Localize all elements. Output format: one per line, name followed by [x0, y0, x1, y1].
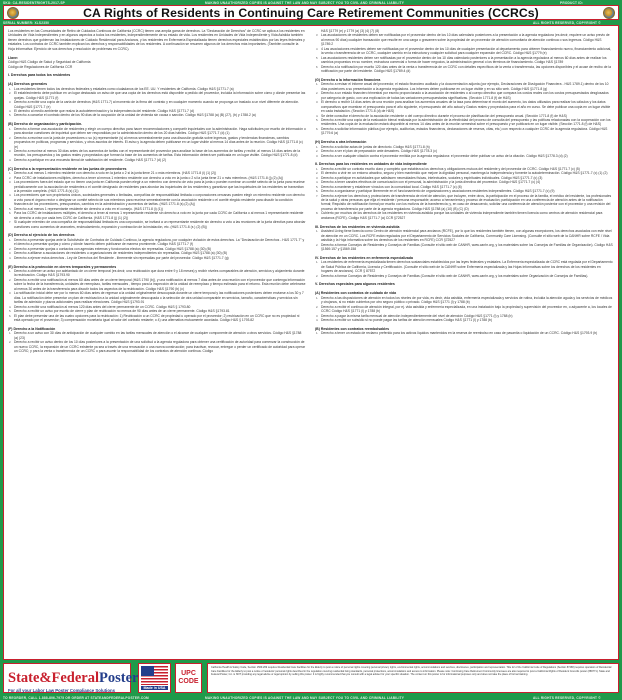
list-item: 2. Derecho a recibir una notificación al menos 60 días antes de un cierre temporal (H&S 1790 (b)), y una notificación al menos 7 días antes de una reunión con el proveedor que contenga información sobre la fecha de la transferencia, unidades de reemplazo, tarifas mensuales , tiempo para la inspección de la unidad de reemplazo y tiempo estimado para el retorno. Esta reunión debe celebrarse al menos 30 antes de la transferencia para discutir todos los aspectos de la reubicación. Código H&S §1790 (b) (c)	[9, 277, 306, 291]
list-item: 4. Derecho a recibir un subsidio si no puede pagar las tarifas de atención mensuales Código H&S §1771 (l) y 1788 (b)	[316, 318, 493, 323]
subsection-heading: (F) Derecho a la Notificación	[8, 326, 56, 331]
intro-paragraph: Los residentes en las Comunidades de Retiro de Cuidados Continuos de California (CCRC) tienen una amplia gama de derechos. La "Declaración de Derechos" de CCRC se aplica a los residentes en Unidades de Vida Independientes y en algunos aspectos a todos los residentes, independientemente de su estado de vida. Los residentes en Unidades de Vida Independiente y Vida Asistida también tienen derechos que gobiernan las Instalaciones de Cuidado Residencial para Ancianos, y los residentes en Enfermería Especializada tienen derechos especiales establecidos por las leyes federales y estatales. Los contratos de CCRC también explican los derechos y responsabilidades de los residentes. A continuación se resumen algunos de los derechos más importantes. (También consulte la Hoja informativa: Ejercicio de sus derechos y resolución de problemas en CCRC).	[8, 29, 305, 51]
subsection-heading: (D) Derecho al ejercicio de los derechos	[8, 233, 75, 238]
california-seal-icon	[7, 7, 19, 19]
list-item: 2. El establecimiento debe publicar en un lugar destacado un aviso de que una copia de los derechos está disponible a pedido del proveedor, incluida la información sobre cómo y dónde presentar las quejas. Código H&S §1771 (f)	[9, 91, 306, 100]
list-item: 4. Derecho a ejercer estos derechos - Ley de Derechos del Residente - libremente sin represalias por parte del proveedor. Código H&S §1771.7 (g)	[9, 255, 229, 260]
list-item: 6. Derecho a solicitar información pública (por ejemplo, auditorías, estados financieros, declaraciones de reserva, citas, etc.) con respecto a cualquier CCRC de la agencia reguladora. Código H&S §1779.6 (a)	[316, 126, 608, 136]
list-item: 3. Los proveedores fuera del estado que no tienen una junta en California pueden elegir a un miembro con derecho de voto para la junta o pueden nombrar un comité selecto de la junta para reunirse periódicamente con la asociación de residentes o el comité designado de residentes para abordar las inquietudes de los residentes y garantizar que las inquietudes de los residentes se transmitan a la pensión completa. (H&S 1771.8 (s) (1))	[9, 180, 305, 193]
list-item: 2. Derecho a formar Consejos de Residentes y Consejos de Familias (Consulte el sitio web de CANHR, www.canhr.org, y los materiales sobre los Consejos de Familias de Organización). Código H&S §1569.157 y §1569.158	[316, 242, 613, 251]
list-item: 3. Derecho a reunirse al menos 30 días antes de los aumentos de tarifas con el representante del proveedor para analizar la base de los aumentos de tarifas y recibir, al menos 14 días antes de la reunión, los presupuestos y los gastos reales y proyectados que forman la base de los aumentos de tarifas. Esta información deberá ser publicada en un lugar visible. Código H&S §1771.8 (d)	[9, 148, 301, 158]
section-heading: IV. Derechos de los residentes en enfermería especializada	[315, 255, 413, 260]
list-item: 2. Derecho a ver el plan de preparación ante desastres. Código H&S §1778.3 (c)	[316, 149, 437, 154]
key-line: Código H&S Código de Salud y Seguridad de California	[8, 60, 91, 65]
logo-text-red: State&Federal	[8, 669, 99, 686]
list-item: 2. Derecho a formar Consejos de Residentes y Consejos de Familias (Consulte el sitio web de CANHR, www.canhr.org, y los materiales sobre Organización de Consejos de Familias).	[316, 273, 589, 278]
list-item: 1. Derecho a obtener un aviso por adelantado de un cierre temporal (es decir, una reubicación que dura entre 9 y 18 meses) y recibir niveles comparables de atención, servicios y alojamiento durante la reubicación. Código H&S §1793.90	[9, 269, 305, 278]
logo-text-blue: Poster	[99, 669, 139, 686]
list-item: 5. Derecho a cancelar el contrato dentro de los 90 días de la ocupación de la unidad de vivienda sin causa o sanción. Código H&S §1788 (a) (B) (27), (b) y 1788.2 (a)	[9, 113, 256, 118]
list-item: 4. Derecho a recibir una notificación al menos 120 días antes del cierre permanente de un CCRC. Código H&S § 1793.80	[9, 304, 191, 309]
title-bar	[3, 5, 619, 20]
rights-list	[8, 171, 306, 229]
us-flag-icon	[141, 666, 168, 685]
subsection-heading: (B) Derecho de organización y participación.	[8, 122, 83, 127]
section-heading: III. Derechos de los residentes en vivienda asistida	[315, 224, 400, 229]
section-heading: V. Derechos especiales para algunos residentes	[315, 282, 395, 287]
subsection-heading: (E) Derecho a la protección en cierres temporales y permanentes	[8, 264, 117, 269]
california-seal-icon	[603, 7, 615, 19]
list-item: 4. Se debe consultar el derecho de la asociación residente o del cuerpo directivo durante el proceso de planificación del presupuesto anual. (Sección 1771.8 (f) de H&S)	[316, 113, 567, 118]
list-item: 1. Derecho a solicitar actas de juntas de directorio. Código H&S §1771.8 (h)	[316, 144, 430, 149]
list-item: 6. El plan debe presentar una de las cuatro opciones para la reubicación: 1) Reubicación a un CCRC de propiedad u operado por el proveedor; 2) reubicación en un CCRC que no es propiedad ni está operado por el proveedor; 3) compensación monetaria igual al valor del contrato restante; o 4) una alternativa mutuamente acordada. Código H&S § 1793.82	[9, 313, 300, 323]
rights-list	[315, 82, 613, 135]
poster-content	[3, 25, 619, 660]
list-item: 2. Derecho a recibir el continuo de atención integral, por ej. vida asistida y enfermería especializada, en una instalación bajo la propiedad y supervisión del proveedor en, o adyacente a, los locales de CCRC Código H&S §1771 (l) y 1788 (b)	[316, 304, 612, 314]
product-id-text: PRODUCT ID:	[560, 0, 584, 5]
company-logo	[3, 663, 139, 693]
list-item: 2. Derecho a recibir un aviso dentro de los 10 días posteriores a la presentación de una solicitud a la agencia reguladora para obtener una certificación de autoridad para comenzar la construcción de un nuevo CCRC, la expansión de un CCRC existente ya sea a través de una renovación o una nueva construcción; para inactivar, revocar, entregar o perder un certificado de autoridad para operar un CCRC; y para la venta o transferencia de un CCRC o para asumir la responsabilidad de los contratos de atención continua. Código	[9, 340, 306, 354]
list-item: 2. Derecho a reunirse con la junta de proveedores o su (s) representante (s) al menos semestralmente para una discusión gratuita sobre ingresos, gastos y tendencias financieras, cambios propuestos en políticas, programas y servicios, y otros asuntos de interés. El aviso y la agenda deben publicarse en un lugar visible al menos 14 días antes de la reunión. Código H&S §1771.8 (c) (e)	[9, 135, 303, 149]
list-item: 5. Derecho a recibir un aviso por escrito de cierre y plan de reubicación no menos de 90 días antes de un cierre permanente. Código H&S §1793.81	[9, 309, 230, 314]
rights-list	[315, 33, 613, 73]
list-item: 5 Las asociaciones residentes deben ser notificadas por el proveedor dentro de los 10 días calendario posteriores a la presentación a la agencia reguladora al menos 60 días antes de realizar los cambios propuestos en su nombre, estructura comercial o forma de hacer negocios, la administración general o los términos de financiamiento. Código H&S §1789	[316, 55, 607, 65]
list-item: 1. Derecho a presentar quejas ante la Subdivisión de Contratos de Cuidado Continuo, la agencia reguladora, por cualquier violación de estos derechos. La "Declaración de Derechos - H&S 1771.7" y el derecho a presentar quejas y cómo y dónde hacerlo deben publicarse de manera prominente. Código H&S §1771.7 (f)	[9, 237, 305, 247]
rights-list	[315, 260, 613, 278]
poster-footer	[3, 663, 619, 695]
list-item: 2. Derecho a un estado financiero trimestral por escrito proporcionado a la asociación de residentes o al cuerpo directivo que compara los costos reales con los costos presupuestados desglosados por categoría de gasto, con una explicación de todas las variaciones presupuestarias significativas. (Sección 1771.8 (f) de H&S)	[316, 91, 609, 100]
subsection-heading: (C) Derecho a la representación residente en las juntas de proveedores	[8, 166, 127, 171]
list-item: 2. El derecho a vivir en un entorno atractivo, seguro y bien mantenido que mejore la dignidad personal, mantenga la independencia y fomente la autodeterminación. Código H&S §1771.7 (c) (1) (2)	[316, 171, 608, 176]
rights-list	[315, 167, 613, 220]
list-item: 1. Derecho a revisar el informe anual del proveedor, el estado financiero auditado y la documentación adjunta (por ejemplo, Declaraciones de Divulgación Financiera - H&S 1789.1) dentro de los 10 días posteriores a su presentación a la agencia reguladora. Los informes deben publicarse en un lugar visible y en su sitio web. Código H&S §1771.8 (g)	[316, 82, 609, 91]
list-item: 2. Para CCRC de instalaciones múltiples, derecho a tener al menos 1 miembro residente con derecho a voto en la junta o 2 si la junta tiene 21 o más miembros. (H&S 1771.8 (j) (2) (A))	[9, 175, 284, 180]
list-item: 3. Derecho a recibir una copia de la carta de derechos (H&S 1771.7) al momento de la firma del contrato y en cualquier momento cuando se proponga un traslado a un nivel diferente de atención. Código H&S §1771.7 (e)	[9, 100, 300, 109]
subsection-heading: (A) Derechos generales	[8, 82, 48, 87]
list-item: 3. Derecho a ver cualquier citación contra el proveedor emitida por la agencia reguladora: el proveedor debe publicar un aviso de la citación. Código H&S §1778.3 (d) (2)	[316, 153, 568, 158]
right-column	[315, 29, 613, 336]
rights-list	[8, 269, 306, 322]
copy-warning-text: MAKING UNAUTHORIZED COPIES IS AGAINST THE LAW AND MAY SUBJECT YOU TO CIVIL AND CRIMINAL LIABILITY	[205, 695, 405, 700]
list-item: 3 Las asociaciones de residentes deben ser notificadas por el proveedor dentro de los 10 días calendario posteriores a la presentación a la agencia reguladora (es decir, requiere un aviso previo de al menos 90 días) cualquier transacción que resulte en una carga o gravamen sobre la propiedad de un proveedor de atención comunitaria de atención continua o sus ingresos. Código H&S §1789.2	[316, 33, 610, 47]
copyright-text: ALL RIGHTS RESERVED, COPYRIGHT ©	[533, 20, 601, 25]
list-item: 4. Derecho a tener canales efectivos de comunicación con el personal, la administración y la junta directiva del proveedor. Código H&S §1771.7 (c) (4)	[316, 180, 541, 185]
list-item: 3. Derecho a pagar la misma tarifa mensual de atención independientemente del nivel de atención Código H&S §1771 (l) y 1788 (b)	[316, 313, 513, 318]
list-item: 3. La notificación inicial debe ser por lo menos 60 días antes de regresar a la unidad originalmente desocupada durante un cierre temporal y las notificaciones posteriores deben enviarse a los 30 y 7 días. La notificación debe presentar un plan de reubicación a la unidad originalmente desocupada o la selección de otra unidad comparable en servicios, tamaño, características y servicios sin tarifas de admisión y plazos adicionales para realizar elecciones. Código H&S §1793.91	[9, 291, 304, 305]
bottom-info-strip	[0, 695, 622, 700]
list-item: 3. Derecho a participar en actividades que satisfacen necesidades físicas, intelectuales, sociales y espirituales individuales. Código H&S §1771.7 (c) (3)	[316, 175, 543, 180]
logo-tagline: For all your Labor Law Poster Compliance Solutions	[8, 687, 115, 693]
list-item: 3. El derecho a recibir 14 días antes de una reunión para analizar los aumentos anuales de la tasa para determinar el monto del aumento, los datos utilizados para realizar los cálculos y los datos comparativos que muestran el presupuesto para el año siguiente, el presupuesto del año actual y Gastos reales y proyectados para el año en curso. Se debe publicar una copia en un lugar visible en cada instalación. (Sección 1771.8 (d) de H&S)	[316, 100, 611, 114]
list-item: 1. Derecho a recibir un contrato escrito claro y completo que establezca los derechos y obligaciones mutuos del residente y del proveedor de CCRC. Código H&S §1771.7 (c) (5)	[316, 166, 580, 171]
left-column	[8, 29, 306, 354]
list-item: 1. Derecho a un aviso con 30 días de anticipación de cualquier cambio en las tarifas mensuales de atención o el alcance de cualquier componente de atención u otros servicios. Código H&S §1788 (a) (23)	[9, 331, 302, 340]
list-item: 1. Derecho a las disposiciones de atención en todos los niveles de por vida, es decir, vida asistida, enfermería especializada y servicios de rutina, incluida la atención aguda y los servicios de médicos y cirujanos, si no están cubiertos por otro seguro público o privado. Código H&S §1771 (l) y 1788 (b)	[316, 295, 613, 305]
list-item: 5. Derecho a mantener y establecer vínculos con la comunidad local. Código H&S §1771.7 (c) (8)	[316, 184, 462, 189]
rights-list	[315, 296, 613, 323]
list-item: 4. Los proveedores que son propietarios únicos, sociedades generales o limitadas, compañías de responsabilidad limitada o corporaciones cercanas pueden elegir un miembro residente con derecho a voto para el órgano rector o designar un comité selecto de sus miembros para reunirse semestralmente con la asociación residente o el comité elegido residente para discutir la condición financiera de los proveedores, presupuestos, cambios en la administración y aumentos de tarifas. (H&S 1771.8 (s) (2) (A))	[9, 193, 305, 207]
list-item: 1. Los residentes de enfermería especializada tienen derechos sustanciales establecidos por las leyes federales y estatales. La Enfermería especializada de CCRC está regulada por el Departamento de Salud Pública de California, Licencia y Certificación. (Consulte el sitio web de la CANHR sobre Enfermería especializada y las Hojas informativas sobre los derechos de los residentes en hogares de ancianos). CCR § 87572	[316, 260, 613, 274]
rights-list	[8, 127, 306, 163]
list-item: 4. Derecho a participar en una encuesta bienal de satisfacción del residente. Código H&S §1771.7 (d) (2)	[9, 157, 167, 162]
list-item: 7. Derecho a ejercer los derechos y protecciones de transferencia de nivel de atención, que incluyen, entre otros, la participación en el proceso de la familia, el médico del residente, los profesionales de la salud y otras personas que elija el residente / persona responsable; acceso a herramienta y proceso de evaluación; participación en una conferencia de atención antes de la notificación formal; Requisito de notificación formal por escrito con los motivos de la transferencia; y, en caso de desacuerdo, solicitar una conferencia de atención posterior con el proveedor y una revisión del proceso de transferencia por parte de la agencia reguladora. Código H&S §1788 (a) (10) (B) (C) (D)	[316, 193, 612, 211]
list-item: 4. El derecho al medio ambiente que realza la autodeterminación y la independencia del residente. Código H&S §1771.7 (d)	[9, 108, 194, 113]
list-item: 4 4 Las asociaciones residentes deben ser notificadas por el proveedor dentro de los 10 días de cualquier presentación al departamento para obtener financiamiento nuevo, financiamiento adicional, la venta o transferencia de un CCRC, cualquier cambio en la estructura y cualquier solicitud para cualquier expansión del CCRC. Código H&S §1779 (e)	[316, 46, 612, 56]
poster-title: CA Rights of Residents in Continuing Care Retirement Communities (CCRCs)	[83, 5, 539, 20]
made-in-usa-label: Made in USA	[141, 686, 168, 690]
copyright-text: ALL RIGHTS RESERVED, COPYRIGHT ©	[533, 695, 601, 700]
section-heading: I. Derechos para todos los residentes	[8, 73, 71, 78]
sku-text: SKU: CA-RESIDENTRIGHTS-2017-SP	[3, 0, 65, 5]
continued-citation: H&S §1779 (e) y 1779 (a) (3) (4) (7) (8)	[321, 29, 380, 33]
list-item: 2. Derecho a presentar quejas o contactos con agencias externas y funcionarios electos sin represalias. Código H&S §1788 (a) (30) (B)	[9, 246, 212, 251]
list-item: 1. Derecho a tener un estado de reclamo preferido para los activos líquidos mantenidos en la reserva de reembolso en caso de pasantía o liquidación de un CCRC. Código H&S §1793.9 (b)	[316, 331, 598, 336]
subsection-heading: (A) Residentes con contratos de cuidado de vida	[315, 291, 397, 296]
rights-list	[8, 238, 306, 260]
legal-disclaimer: California Health & Safety Code, Section 1569.269 requires Residential Care Facilities for the Elderly to post a notice of personal rights covering personal privacy rights, environmental rights, accommodations and services, disclosures, participation and representation. Title 22 of the California Code of Regulations (Section 87468) requires operators of Residential Care Facilities for the Elderly to post a notice of residents' personal rights described in the regulation covering residential living standards, personal protections, accommodations and access to information. Please note: Continuing Care Retirement Community licensees are also required to post a California Rights of Resident Councils poster (#89771). State and Federal Poster, Inc. is NOT providing any legal advice or legal opinion by selling this poster. It is highly recommended that you consult with a legal adviser for your specific situation. The content on this poster is for informational purposes only and does not take the place of formal training.	[207, 663, 619, 693]
list-item: 7. Si cualquier miembro de una compañía de responsabilidad limitada es una corporación, se invitará a un representante residente sin derecho a voto a las reuniones de la junta directiva para abordar cuestiones como aumentos de aranceles, endeudamiento, expansión y contracción de la instalación, etc. (H&S 1771.8 (s ) (2) (B))	[9, 220, 306, 229]
list-item: 5. Derecho a recibir una copia de la evaluación bienal realizada por la administración de la efectividad del proceso de consulta del presupuesto y las políticas relacionadas con la cooperación con los residentes. Una copia de la evaluación estará disponible al menos 14 días antes de la reunión semestral sobre el presupuesto y se publicará en un lugar visible. (Sección 1771.8 (f) de H&S)	[316, 118, 611, 127]
copy-warning-text: MAKING UNAUTHORIZED COPIES IS AGAINST THE LAW AND MAY SUBJECT YOU TO CIVIL AND CRIMINAL LIABILITY	[205, 0, 405, 5]
made-in-usa-badge	[138, 663, 171, 693]
subsection-heading: (G) Derecho a la información financiera	[315, 77, 381, 82]
list-item: 1. Los residentes tienen todos los derechos federales y estatales como ciudadanos de los EE. UU. Y residentes de California. Código H&S §1771.7 (a)	[9, 86, 234, 91]
subsection-heading: (B) Residentes con contratos reembolsables	[315, 326, 390, 331]
subsection-heading: (H) Derecho a otra información	[315, 140, 367, 145]
list-item: 3. Derecho a afiliarse a asociaciones de residentes u organizaciones de residentes independientes sin represalias. Código H&S §1788 (a) (30) (B)	[9, 251, 228, 256]
list-item: 1. Derecho a formar una asociación de residentes y elegir un cuerpo directivo para hacer recomendaciones y compartir inquietudes con la administración. Haga solicitudes por escrito de información o para abordar cuestiones de inquietud que deben ser respondidas por la administración dentro de los 20 días hábiles. Código H&S §1771.7 (d) (1)	[9, 126, 306, 136]
rights-list	[315, 229, 613, 251]
list-item: 1. Derecho a al menos 1 miembro residente con derecho a voto en la junta o 2 si la junta tiene 21 o más miembros. (H&S 1771.8 (i) (1) (2))	[9, 171, 217, 176]
rights-list	[315, 145, 613, 158]
rights-list	[315, 331, 613, 335]
list-item: 6 Derecho a la notificación por escrito 120 días antes de la venta o transferencia de un CCRC con detalles específicos de la venta o transferencia, las opciones disponibles y el acuse de recibo de la notificación por parte del residente. Código H&S §1789.4 (d)	[316, 64, 611, 74]
list-item: 1. Assisted Living tiene licencia como Centro de atención residencial para ancianos (RCFE), por lo que los residentes también tienen, con algunas excepciones, los derechos asociados con este nivel de atención en un CCRC. Los RCFE están regulados por el Departamento de Servicios Sociales de California, Community Care Licensing. (Consulte el sitio web de la CANHR sobre RCFE / Vida asistida y la Hoja informativa sobre los derechos de los residentes en RCFE) CCR §72527	[316, 229, 612, 243]
reorder-text: TO REORDER, CALL 1-888-806-7975 OR ORDER AT STATEANDFEDERALPOSTER.COM	[3, 695, 149, 700]
upc-code-box: UPC CODE	[175, 663, 202, 693]
list-item: 8. Cubierto por muchos de los derechos de los residentes en vivienda asistida porque las unidades de vivienda independiente también tienen licencia como centros de atención residencial para ancianos (RCFE). Código H&S §1771.7 (a) CCR §72527	[316, 211, 603, 220]
section-heading: II. Derechos para los residentes en unidades de vida independiente	[315, 162, 427, 167]
list-item: 6. Para los CCRC de instalaciones múltiples, el derecho a tener al menos 1 representante residente sin derecho a voto en la junta por cada CCRC de California o al menos 1 representante residente sin derecho a voto por cada tres CCRC de California. (H&S 1771.8 (j) (1) (2))	[9, 211, 304, 220]
list-item: 6. Derecho a organizarse y participar libremente en el funcionamiento de organizaciones y asociaciones residentes independientes. Código H&S §1771.7 (c) (9)	[316, 189, 555, 194]
key-heading: Llave:	[8, 55, 19, 60]
serial-number-text: SERIAL NUMBER: XLS2350	[3, 20, 50, 25]
key-line: Código de Regulaciones de California CCR	[8, 64, 73, 69]
list-item: 5. Derecho a al menos 1 representante residente sin derecho a voto en el consejo. (H&S 1771.8 (i) (1))	[9, 206, 163, 211]
rights-list	[8, 331, 306, 353]
rights-list	[8, 87, 306, 118]
